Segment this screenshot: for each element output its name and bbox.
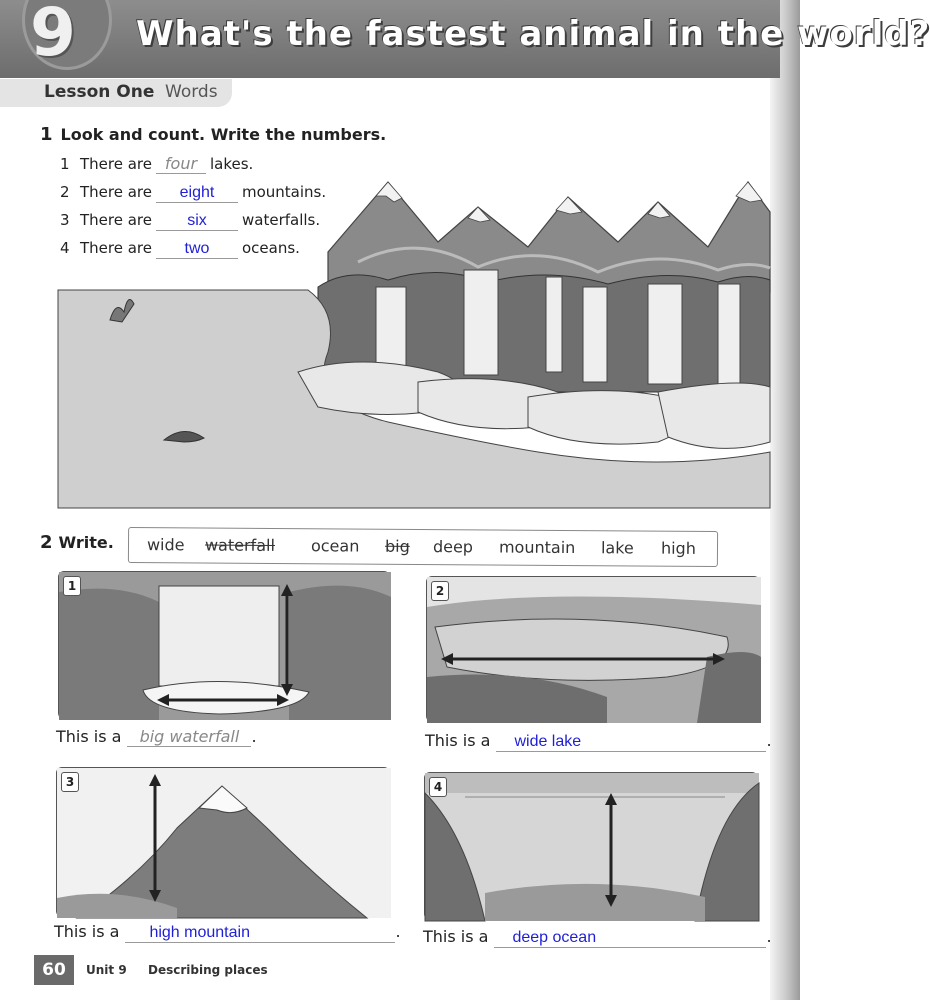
caption-end: . xyxy=(766,927,772,946)
caption-end: . xyxy=(766,731,772,750)
picture-number: 3 xyxy=(61,772,79,792)
exercise-2-instruction: Write. xyxy=(58,533,114,552)
line-number: 1 xyxy=(60,155,70,173)
word-bank-item-struck: big xyxy=(384,536,410,556)
footer-unit: Unit 9 xyxy=(86,963,127,977)
caption-answer[interactable]: big waterfall xyxy=(127,727,251,747)
picture-number: 1 xyxy=(63,576,81,596)
picture-waterfall xyxy=(58,571,390,719)
word-bank-item: mountain xyxy=(498,537,576,558)
exercise-1-number: 1 xyxy=(40,124,53,145)
landscape-illustration xyxy=(58,172,770,508)
caption-prefix: This is a xyxy=(54,922,120,941)
exercise-1-instruction: Look and count. Write the numbers. xyxy=(60,125,387,144)
answer-blank[interactable]: two xyxy=(156,240,238,259)
picture-caption xyxy=(423,927,772,948)
picture-lake xyxy=(426,576,760,722)
word-bank-item: deep xyxy=(432,537,474,557)
word-bank-item: lake xyxy=(600,538,634,558)
line-prefix: There are xyxy=(80,155,152,173)
line-suffix: lakes. xyxy=(210,155,254,173)
lesson-topic: Words xyxy=(165,82,218,102)
word-bank-item-struck: waterfall xyxy=(204,535,275,555)
exercise-2-number: 2 xyxy=(40,532,53,553)
count-line xyxy=(60,154,253,174)
page-number: 60 xyxy=(34,955,74,985)
picture-number: 4 xyxy=(429,777,447,797)
lesson-label: Lesson One xyxy=(44,82,155,102)
line-suffix: mountains. xyxy=(242,183,327,201)
caption-end: . xyxy=(395,922,401,941)
word-bank-item: ocean xyxy=(310,536,360,556)
picture-caption xyxy=(425,731,772,752)
caption-answer[interactable]: deep ocean xyxy=(494,929,766,948)
line-prefix: There are xyxy=(80,211,152,229)
answer-blank[interactable]: four xyxy=(156,154,206,174)
unit-number: 9 xyxy=(30,0,76,71)
line-prefix: There are xyxy=(80,239,152,257)
line-suffix: oceans. xyxy=(242,239,300,257)
caption-prefix: This is a xyxy=(425,731,491,750)
word-bank-item: wide xyxy=(146,535,185,555)
page-edge-shadow xyxy=(770,0,800,1000)
exercise-1-title xyxy=(40,124,386,145)
answer-blank[interactable]: six xyxy=(156,212,238,231)
line-number: 3 xyxy=(60,211,70,229)
picture-ocean xyxy=(424,772,758,920)
footer-topic: Describing places xyxy=(148,963,268,977)
caption-answer[interactable]: wide lake xyxy=(496,733,766,752)
unit-header xyxy=(0,0,930,78)
caption-end: . xyxy=(251,727,257,746)
caption-prefix: This is a xyxy=(56,727,122,746)
picture-caption xyxy=(56,727,257,747)
word-bank xyxy=(128,527,718,567)
unit-title: What's the fastest animal in the world? xyxy=(136,14,930,54)
answer-blank[interactable]: eight xyxy=(156,184,238,203)
line-number: 2 xyxy=(60,183,70,201)
exercise-2-title xyxy=(40,532,114,553)
line-prefix: There are xyxy=(80,183,152,201)
picture-mountain xyxy=(56,767,390,917)
line-suffix: waterfalls. xyxy=(242,211,321,229)
line-number: 4 xyxy=(60,239,70,257)
caption-prefix: This is a xyxy=(423,927,489,946)
picture-number: 2 xyxy=(431,581,449,601)
picture-caption xyxy=(54,922,401,943)
caption-answer[interactable]: high mountain xyxy=(125,924,395,943)
word-bank-item: high xyxy=(660,538,696,558)
